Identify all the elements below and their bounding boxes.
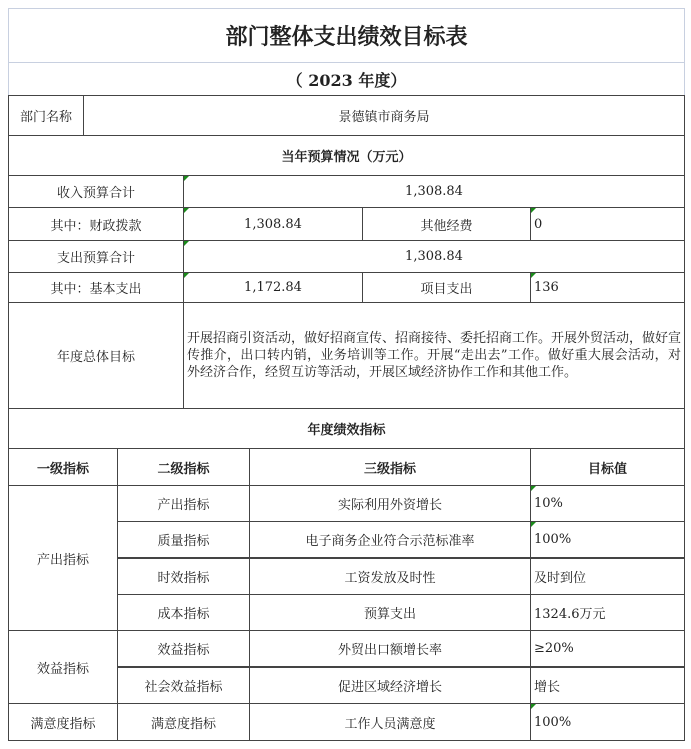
income-value: 1,308.84 (183, 175, 685, 208)
other-value: 0 (530, 207, 685, 241)
target-value: 100% (530, 521, 685, 558)
goal-text: 开展招商引资活动，做好招商宣传、招商接待、委托招商工作。开展外贸活动，做好宣传推介，出口转内销，业务培训等工作。开展“走出去”工作。做好重大展会活动，对外经济合作，经贸互访等活动，开展区域经济协作工作和其他工作。 (183, 302, 685, 409)
project-value: 136 (530, 272, 685, 303)
col-level3: 三级指标 (249, 448, 531, 486)
perf-header: 年度绩效指标 (8, 408, 685, 449)
budget-header: 当年预算情况（万元） (8, 135, 685, 176)
fiscal-value: 1,308.84 (183, 207, 363, 241)
year-label: （ 2023 年度） (8, 62, 685, 96)
income-label: 收入预算合计 (8, 175, 184, 208)
level2-indicator: 时效指标 (117, 558, 250, 595)
group-benefit: 效益指标 (8, 630, 118, 704)
col-level1: 一级指标 (8, 448, 118, 486)
level3-indicator: 工资发放及时性 (249, 558, 531, 595)
level3-indicator: 电子商务企业符合示范标准率 (249, 521, 531, 558)
level2-indicator: 产出指标 (117, 485, 250, 522)
level3-indicator: 预算支出 (249, 594, 531, 631)
basic-value: 1,172.84 (183, 272, 363, 303)
target-value: ≥20% (530, 630, 685, 667)
group-output: 产出指标 (8, 485, 118, 631)
page-title: 部门整体支出绩效目标表 (8, 8, 685, 63)
expense-value: 1,308.84 (183, 240, 685, 273)
target-value: 10% (530, 485, 685, 522)
col-level2: 二级指标 (117, 448, 250, 486)
level2-indicator: 满意度指标 (117, 703, 250, 741)
level2-indicator: 成本指标 (117, 594, 250, 631)
target-value: 1324.6万元 (530, 594, 685, 631)
dept-label: 部门名称 (8, 95, 84, 136)
level3-indicator: 实际利用外资增长 (249, 485, 531, 522)
col-target: 目标值 (530, 448, 685, 486)
target-value: 100% (530, 703, 685, 741)
level3-indicator: 促进区域经济增长 (249, 667, 531, 704)
level3-indicator: 外贸出口额增长率 (249, 630, 531, 667)
level2-indicator: 社会效益指标 (117, 667, 250, 704)
basic-label: 其中：基本支出 (8, 272, 184, 303)
level2-indicator: 质量指标 (117, 521, 250, 558)
fiscal-label: 其中：财政拨款 (8, 207, 184, 241)
level3-indicator: 工作人员满意度 (249, 703, 531, 741)
other-label: 其他经费 (362, 207, 531, 241)
group-satisfaction: 满意度指标 (8, 703, 118, 741)
dept-value: 景德镇市商务局 (83, 95, 685, 136)
target-value: 及时到位 (530, 558, 685, 595)
expense-label: 支出预算合计 (8, 240, 184, 273)
target-value: 增长 (530, 667, 685, 704)
goal-label: 年度总体目标 (8, 302, 184, 409)
project-label: 项目支出 (362, 272, 531, 303)
level2-indicator: 效益指标 (117, 630, 250, 667)
